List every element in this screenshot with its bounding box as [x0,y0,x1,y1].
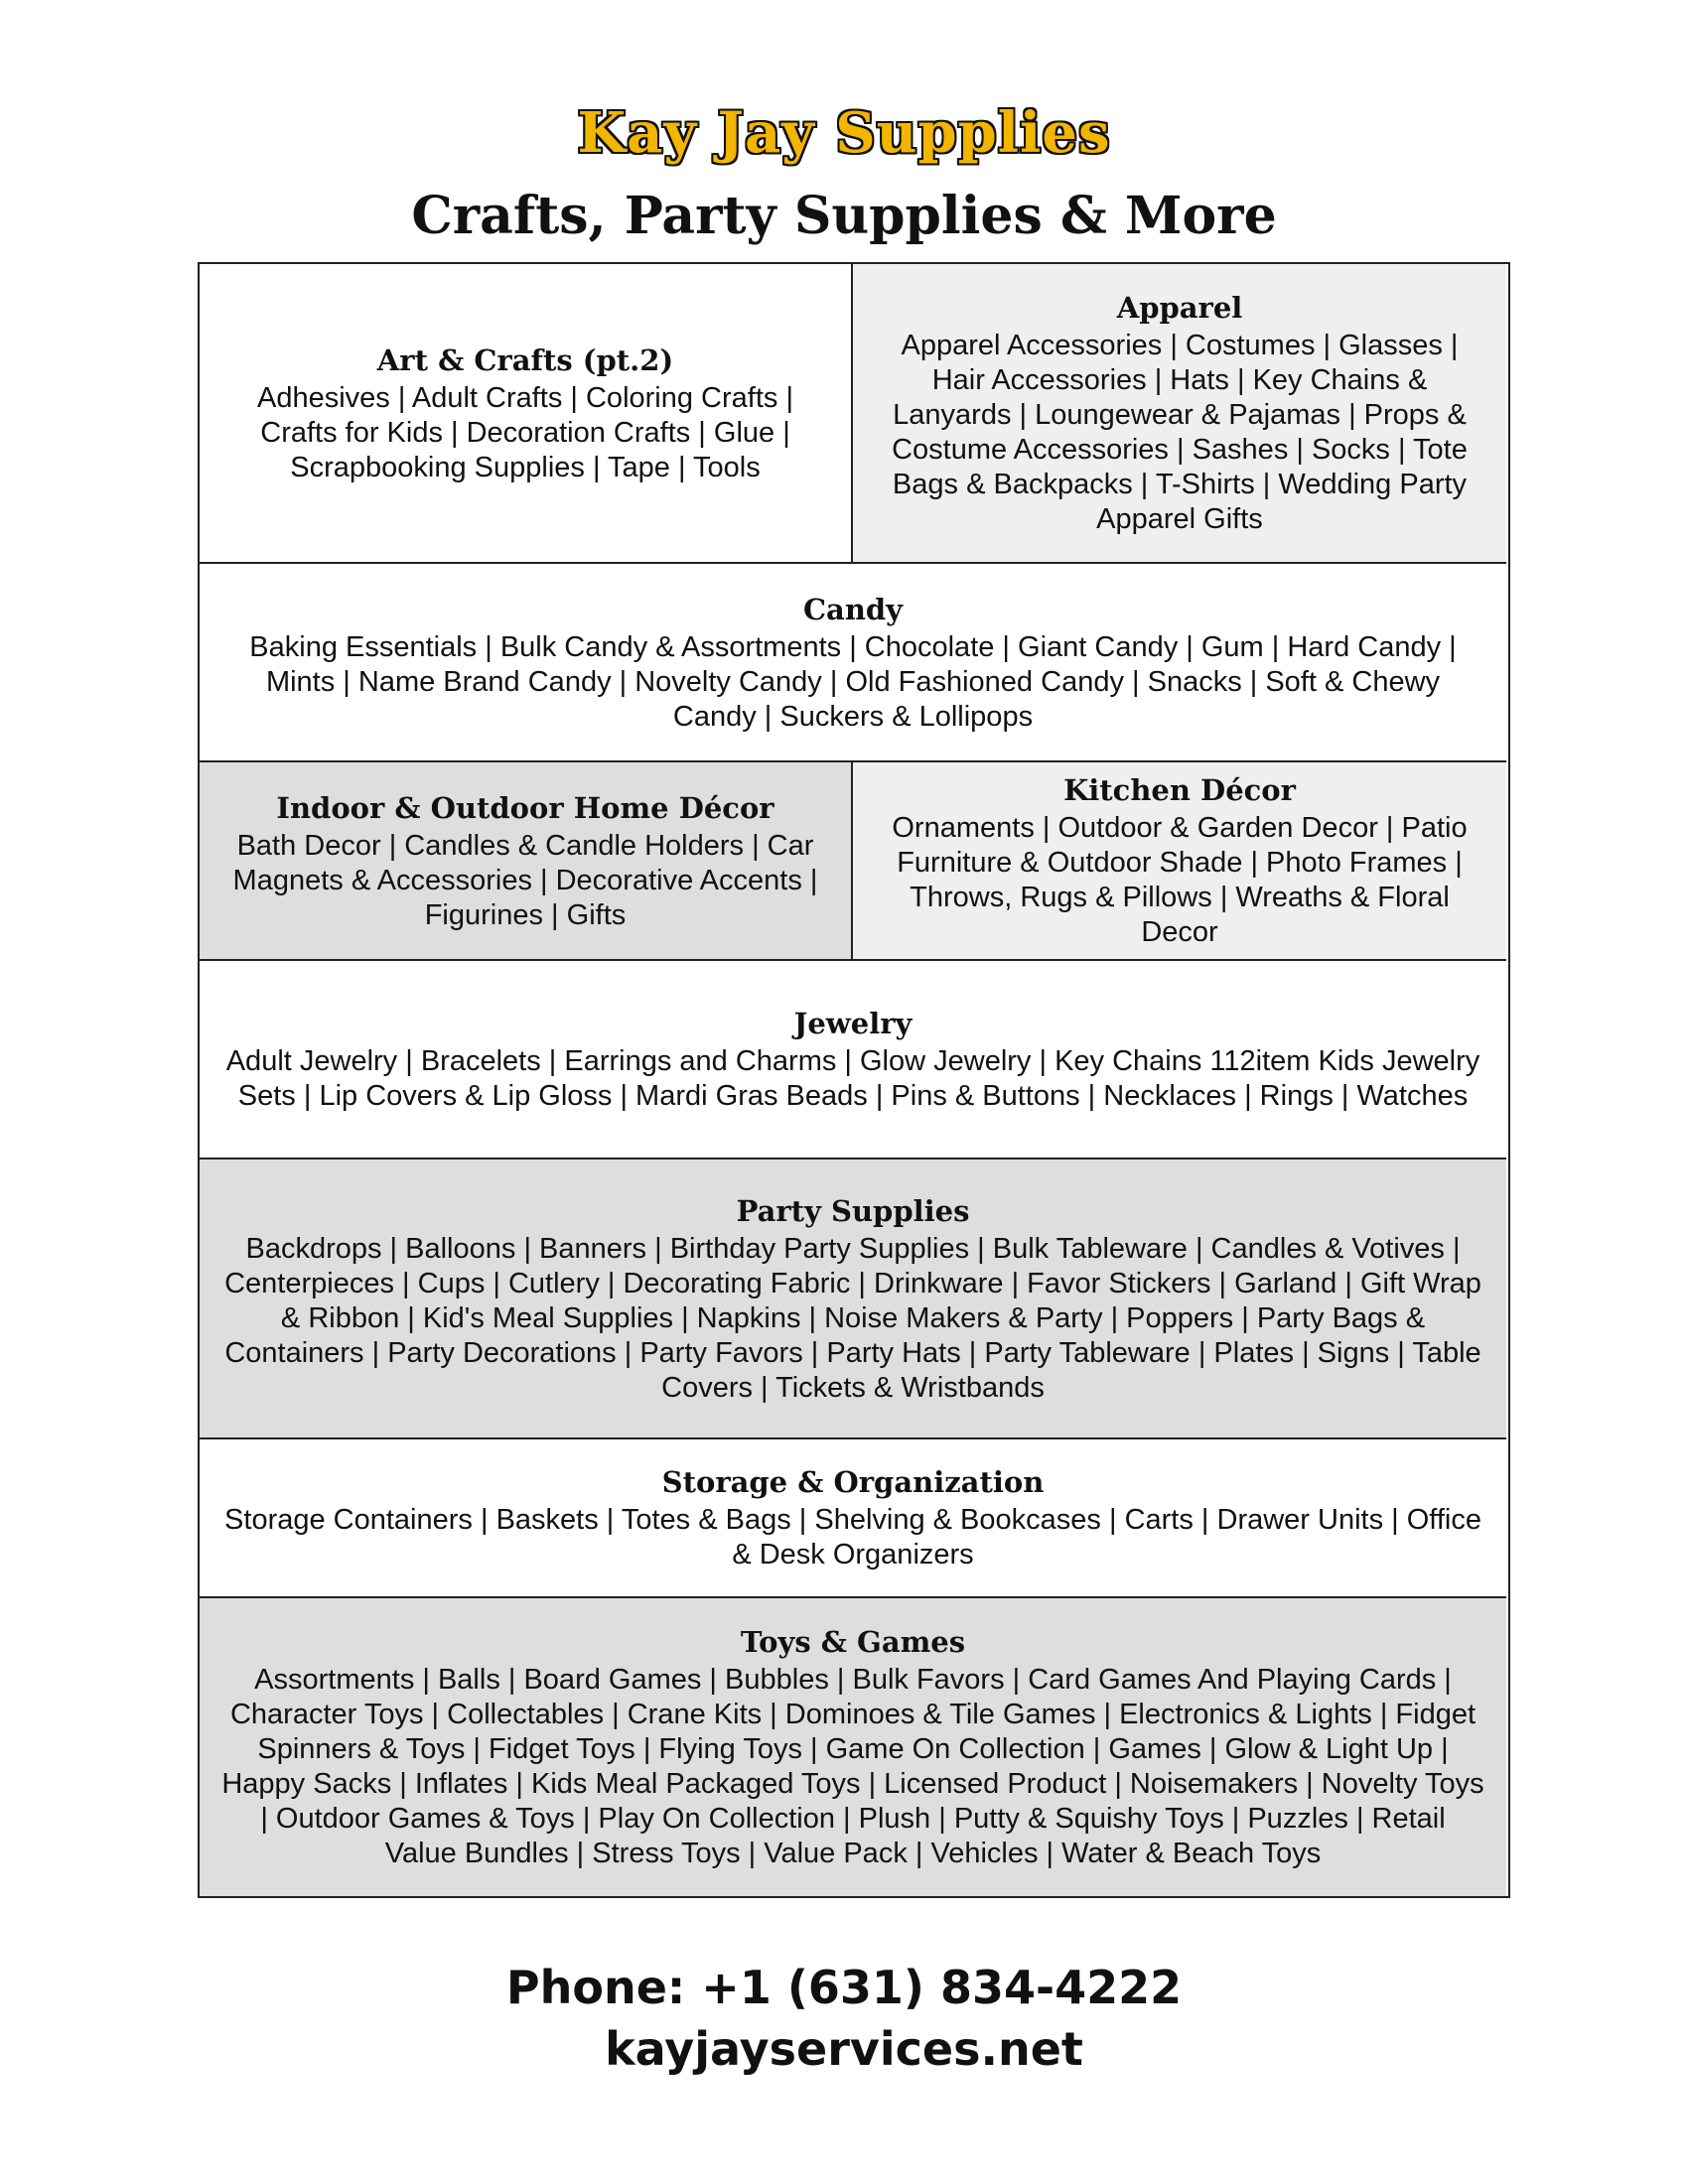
section-title: Party Supplies [736,1193,970,1228]
section-title: Candy [802,592,904,626]
section-title: Jewelry [793,1007,913,1040]
section-title: Toys & Games [740,1625,966,1659]
section-text: Baking Essentials | Bulk Candy & Assortments | Chocolate | Giant Candy | Gum | Hard Candy | Mints | Name Brand Candy | Novelty Candy | Old Fashioned Candy | Snacks | Soft & Chewy Candy | Suckers & Lollipops [249,630,1457,733]
phone-number: Phone: +1 (631) 834-4222 [505,1961,1183,2014]
section-text: Apparel Accessories | Costumes | Glasses | Hair Accessories | Hats | Key Chains & Lanyards | Loungewear & Pajamas | Props & Costume Accessories | Sashes | Socks | Tote Bags & Backpacks | T-Shirts | Wedding Party Apparel Gifts [892,330,1468,535]
section-title: Art & Crafts (pt.2) [376,342,674,377]
section-jewelry [200,961,1506,1160]
section-title: Kitchen Décor [1063,773,1296,807]
category-grid [198,262,1510,1898]
section-text: Ornaments | Outdoor & Garden Decor | Patio Furniture & Outdoor Shade | Photo Frames | Throws, Rugs & Pillows | Wreaths & Floral Decor [892,812,1468,948]
page-subtitle: Crafts, Party Supplies & More [411,186,1277,246]
section-storage [200,1439,1506,1598]
section-title: Indoor & Outdoor Home Décor [276,790,774,825]
website-url: kayjayservices.net [605,2022,1083,2076]
section-text: Bath Decor | Candles & Candle Holders | Car Magnets & Accessories | Decorative Accents | Figurines | Gifts [232,829,818,931]
section-text: Storage Containers | Baskets | Totes & Bags | Shelving & Bookcases | Carts | Drawer Units | Office & Desk Organizers [224,1504,1481,1570]
section-title: Storage & Organization [661,1465,1045,1499]
section-text: Assortments | Balls | Board Games | Bubbles | Bulk Favors | Card Games And Playing Cards | Character Toys | Collectables | Crane Kits | Dominoes & Tile Games | Electronics & Lights | Fidget Spinners & Toys | Fidget Toys | Flying Toys | Game On Collection | Games | Glow & Light Up | Happy Sacks | Inflates | Kids Meal Packaged Toys | Licensed Product | Noisemakers | Novelty Toys | Outdoor Games & Toys | Play On Collection | Plush | Putty & Squishy Toys | Puzzles | Retail Value Bundles | Stress Toys | Value Pack | Vehicles | Water & Beach Toys [221,1664,1484,1869]
section-text: Backdrops | Balloons | Banners | Birthday Party Supplies | Bulk Tableware | Candles & Votives | Centerpieces | Cups | Cutlery | Decorating Fabric | Drinkware | Favor Stickers | Garland | Gift Wrap & Ribbon | Kid's Meal Supplies | Napkins | Noise Makers & Party | Poppers | Party Bags & Containers | Party Decorations | Party Favors | Party Hats | Party Tableware | Plates | Signs | Table Covers | Tickets & Wristbands [224,1232,1481,1404]
section-party-supplies [200,1160,1506,1439]
brand-title: Kay Jay Supplies [577,100,1111,166]
section-text: Adhesives | Adult Crafts | Coloring Crafts | Crafts for Kids | Decoration Crafts | Glue | Scrapbooking Supplies | Tape | Tools [257,381,793,483]
section-candy [200,564,1506,762]
section-apparel [853,264,1506,564]
section-title: Apparel [1116,291,1243,325]
section-art-crafts [200,264,853,564]
section-home-decor [200,762,853,961]
section-toys-games [200,1598,1506,1896]
section-kitchen-decor [853,762,1506,961]
section-text: Adult Jewelry | Bracelets | Earrings and Charms | Glow Jewelry | Key Chains 112item Kids Jewelry Sets | Lip Covers & Lip Gloss | Mardi Gras Beads | Pins & Buttons | Necklaces | Rings | Watches [225,1045,1480,1112]
